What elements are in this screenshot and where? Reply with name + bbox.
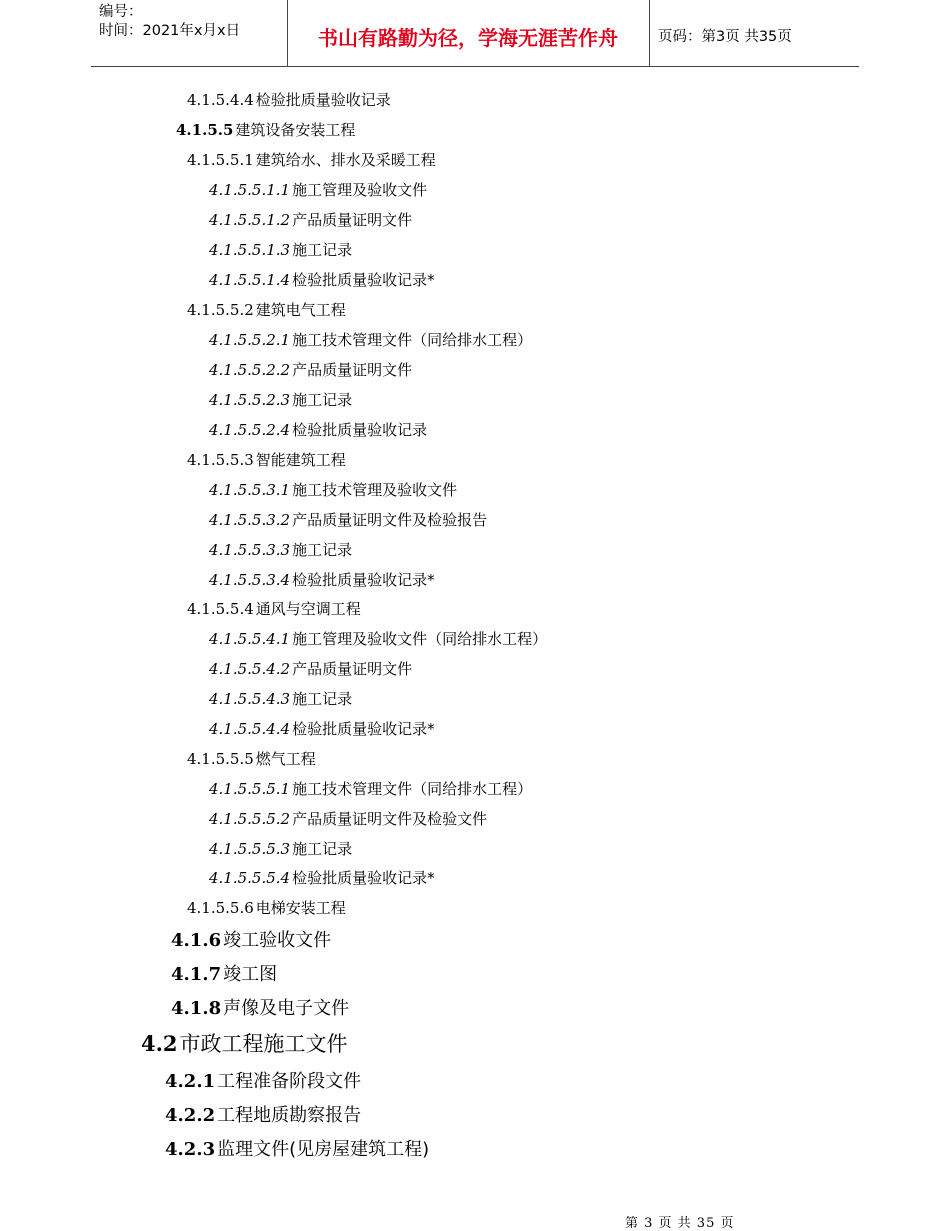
motto-text: 书山有路勤为径，学海无涯苦作舟 [318, 26, 618, 50]
toc-entry: 4.1.5.5.1.1 施工管理及验收文件 [209, 181, 428, 199]
toc-entry: 4.1.5.5.2.1 施工技术管理文件（同给排水工程） [209, 331, 533, 349]
toc-entry: 4.1.5.5.5.4 检验批质量验收记录* [209, 869, 435, 887]
header-motto-cell [287, 0, 650, 66]
toc-entry: 4.1.5.5.2 建筑电气工程 [187, 301, 346, 319]
toc-entry: 4.1.5.5.1.4 检验批质量验收记录* [209, 271, 435, 289]
page-number-label: 页码：第3页 共35页 [658, 29, 792, 45]
toc-entry: 4.1.5.5.5 燃气工程 [187, 750, 316, 768]
toc-entry: 4.1.5.5.4.1 施工管理及验收文件（同给排水工程） [209, 630, 548, 648]
page-header [91, 0, 859, 67]
toc-entry: 4.1.5.5.1.3 施工记录 [209, 241, 353, 259]
toc-entry: 4.1.5.5.4.4 检验批质量验收记录* [209, 720, 435, 738]
toc-entry: 4.1.5.5.2.4 检验批质量验收记录 [209, 421, 428, 439]
time-label: 时间：2021年x月x日 [99, 23, 241, 39]
toc-entry: 4.1.5.5.3.1 施工技术管理及验收文件 [209, 481, 458, 499]
toc-entry: 4.1.6 竣工验收文件 [171, 930, 332, 951]
toc-entry: 4.1.5.5.2.2 产品质量证明文件 [209, 361, 413, 379]
toc-entry: 4.2.1 工程准备阶段文件 [165, 1071, 362, 1092]
toc-entry: 4.1.5.5.3.3 施工记录 [209, 541, 353, 559]
toc-entry: 4.1.8 声像及电子文件 [171, 998, 350, 1019]
toc-entry: 4.1.5.4.4 检验批质量验收记录 [187, 91, 391, 109]
toc-entry: 4.2.3 监理文件(见房屋建筑工程) [165, 1139, 430, 1160]
toc-entry: 4.2.2 工程地质勘察报告 [165, 1105, 362, 1126]
toc-entry: 4.1.5.5.6 电梯安装工程 [187, 899, 346, 917]
header-meta-cell [91, 0, 288, 66]
toc-entry: 4.1.5.5.4 通风与空调工程 [187, 600, 361, 618]
toc-entry: 4.1.5.5.3.2 产品质量证明文件及检验报告 [209, 511, 488, 529]
toc-entry: 4.1.5.5.1 建筑给水、排水及采暖工程 [187, 151, 436, 169]
toc-entry: 4.2市政工程施工文件 [141, 1031, 348, 1056]
toc-entry: 4.1.7 竣工图 [171, 964, 278, 985]
toc-entry: 4.1.5.5.5.2 产品质量证明文件及检验文件 [209, 810, 488, 828]
number-label: 编号： [99, 4, 143, 20]
toc-entry: 4.1.5.5.4.2 产品质量证明文件 [209, 660, 413, 678]
toc-entry: 4.1.5.5 建筑设备安装工程 [176, 121, 356, 139]
header-page-cell [649, 0, 859, 66]
toc-entry: 4.1.5.5.1.2 产品质量证明文件 [209, 211, 413, 229]
page-footer: 第 3 页 共 35 页 [625, 1216, 735, 1231]
toc-entry: 4.1.5.5.5.1 施工技术管理文件（同给排水工程） [209, 780, 533, 798]
toc-entry: 4.1.5.5.4.3 施工记录 [209, 690, 353, 708]
toc-entry: 4.1.5.5.5.3 施工记录 [209, 840, 353, 858]
toc-entry: 4.1.5.5.2.3 施工记录 [209, 391, 353, 409]
toc-entry: 4.1.5.5.3.4 检验批质量验收记录* [209, 571, 435, 589]
toc-entry: 4.1.5.5.3 智能建筑工程 [187, 451, 346, 469]
